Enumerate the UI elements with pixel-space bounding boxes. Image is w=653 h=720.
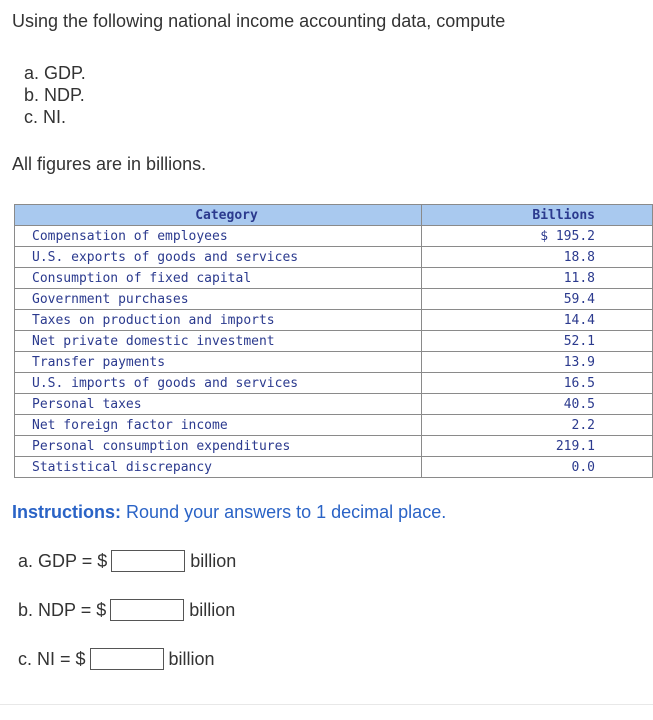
row-value: 59.4	[422, 289, 653, 310]
table-row	[15, 331, 653, 352]
gdp-label: a. GDP = $	[18, 550, 108, 571]
row-value: 11.8	[422, 268, 653, 289]
answer-ni	[18, 648, 215, 670]
row-category: Net private domestic investment	[15, 331, 422, 352]
figures-note: All figures are in billions.	[12, 154, 207, 174]
row-category: Taxes on production and imports	[15, 310, 422, 331]
table-row	[15, 436, 653, 457]
part-a: a. GDP.	[24, 63, 86, 83]
header-category: Category	[15, 205, 422, 226]
row-value: 0.0	[422, 457, 653, 478]
gdp-unit: billion	[190, 550, 237, 571]
instructions-label: Instructions:	[12, 502, 122, 522]
table-row	[15, 268, 653, 289]
table-row	[15, 415, 653, 436]
part-b: b. NDP.	[24, 85, 85, 105]
row-category: Transfer payments	[15, 352, 422, 373]
gdp-input[interactable]	[111, 550, 185, 572]
divider	[0, 704, 653, 705]
answer-ndp	[18, 599, 235, 621]
table-row	[15, 394, 653, 415]
table-row	[15, 352, 653, 373]
row-category: Personal consumption expenditures	[15, 436, 422, 457]
row-value: 13.9	[422, 352, 653, 373]
row-value: 16.5	[422, 373, 653, 394]
ndp-input[interactable]	[110, 599, 184, 621]
ni-unit: billion	[168, 648, 215, 669]
row-category: U.S. exports of goods and services	[15, 247, 422, 268]
table-row	[15, 373, 653, 394]
row-category: Government purchases	[15, 289, 422, 310]
instructions	[12, 502, 446, 523]
row-category: Net foreign factor income	[15, 415, 422, 436]
row-value: 14.4	[422, 310, 653, 331]
income-data-table	[14, 204, 653, 478]
table-row	[15, 310, 653, 331]
table-row	[15, 289, 653, 310]
ni-label: c. NI = $	[18, 648, 86, 669]
answer-gdp	[18, 550, 236, 572]
row-value: 52.1	[422, 331, 653, 352]
row-value: $ 195.2	[422, 226, 653, 247]
row-value: 40.5	[422, 394, 653, 415]
part-c: c. NI.	[24, 107, 67, 127]
row-category: Compensation of employees	[15, 226, 422, 247]
row-category: Personal taxes	[15, 394, 422, 415]
ndp-label: b. NDP = $	[18, 599, 107, 620]
table-header-row	[15, 205, 653, 226]
table-row	[15, 457, 653, 478]
question-parts	[24, 62, 86, 128]
row-category: Consumption of fixed capital	[15, 268, 422, 289]
row-value: 219.1	[422, 436, 653, 457]
table-row	[15, 247, 653, 268]
table-row	[15, 226, 653, 247]
header-billions: Billions	[422, 205, 653, 226]
row-value: 18.8	[422, 247, 653, 268]
instructions-text: Round your answers to 1 decimal place.	[126, 502, 447, 522]
row-category: Statistical discrepancy	[15, 457, 422, 478]
row-value: 2.2	[422, 415, 653, 436]
ndp-unit: billion	[189, 599, 236, 620]
ni-input[interactable]	[90, 648, 164, 670]
row-category: U.S. imports of goods and services	[15, 373, 422, 394]
question-prompt: Using the following national income accounting data, compute	[12, 11, 506, 31]
